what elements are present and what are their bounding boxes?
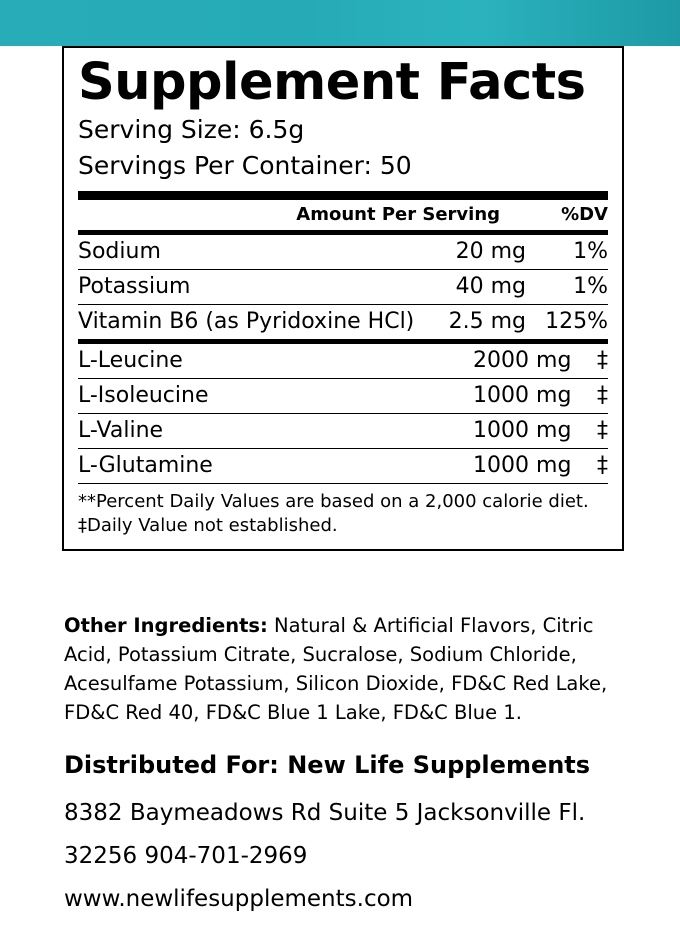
row-amount: 1000 mg (355, 449, 586, 484)
row-amount: 40 mg (441, 270, 540, 305)
row-name: L-Glutamine (78, 449, 355, 484)
row-dv: 1% (540, 270, 608, 305)
row-name: Vitamin B6 (as Pyridoxine HCl) (78, 309, 415, 335)
rule-thick-top (78, 191, 608, 200)
footnote-not-established: ‡Daily Value not established. (78, 515, 338, 537)
row-name: Sodium (78, 235, 441, 270)
nutrition-table (78, 200, 608, 230)
table-row (78, 270, 608, 305)
row-dv: 125% (545, 309, 608, 335)
row-dv: ‡ (585, 379, 608, 414)
table-row (78, 344, 608, 379)
table-row (78, 379, 608, 414)
row-dv: ‡ (585, 449, 608, 484)
teal-gradient (0, 0, 680, 46)
row-amount: 2.5 mg (448, 309, 527, 335)
row-amount: 1000 mg (355, 414, 586, 449)
table-row (78, 305, 608, 340)
table-row (78, 414, 608, 449)
distributed-for: Distributed For: New Life Supplements (64, 751, 591, 779)
other-ingredients (64, 612, 644, 727)
servings-per-container: Servings Per Container: 50 (78, 150, 412, 180)
row-dv: ‡ (585, 344, 608, 379)
supplement-facts-panel (62, 46, 624, 551)
panel-title: Supplement Facts (78, 53, 586, 112)
top-teal-band (0, 0, 680, 46)
row-amount: 2000 mg (355, 344, 586, 379)
row-name: L-Isoleucine (78, 379, 355, 414)
other-ingredients-text: Natural & Artificial Flavors, Citric Acid, Potassium Citrate, Sucralose, Sodium Chloride, Acesulfame Potassium, Silicon Dioxide, FD&C Red Lake, FD&C Red 40, FD&C Blue 1 Lake, FD&C Blue 1. (64, 614, 608, 724)
row-name: Potassium (78, 270, 441, 305)
header-dv: %DV (561, 204, 608, 226)
footnote-daily-values: **Percent Daily Values are based on a 2,000 calorie diet. (78, 491, 589, 513)
table-header-row (78, 200, 608, 230)
table-row (78, 449, 608, 484)
address-line-2: 32256 904-701-2969 (64, 843, 308, 869)
row-name: L-Valine (78, 414, 355, 449)
row-name: L-Leucine (78, 344, 355, 379)
nutrient-group-1 (78, 235, 608, 339)
serving-size: Serving Size: 6.5g (78, 115, 305, 145)
nutrient-group-2 (78, 344, 608, 484)
table-row (78, 235, 608, 270)
row-dv: ‡ (585, 414, 608, 449)
address-line-1: 8382 Baymeadows Rd Suite 5 Jacksonville Fl. (64, 800, 586, 826)
row-amount: 1000 mg (355, 379, 586, 414)
header-amount-per-serving: Amount Per Serving (296, 204, 501, 226)
row-dv: 1% (540, 235, 608, 270)
row-amount: 20 mg (441, 235, 540, 270)
website-url: www.newlifesupplements.com (64, 886, 414, 912)
other-ingredients-label: Other Ingredients: (64, 614, 268, 637)
